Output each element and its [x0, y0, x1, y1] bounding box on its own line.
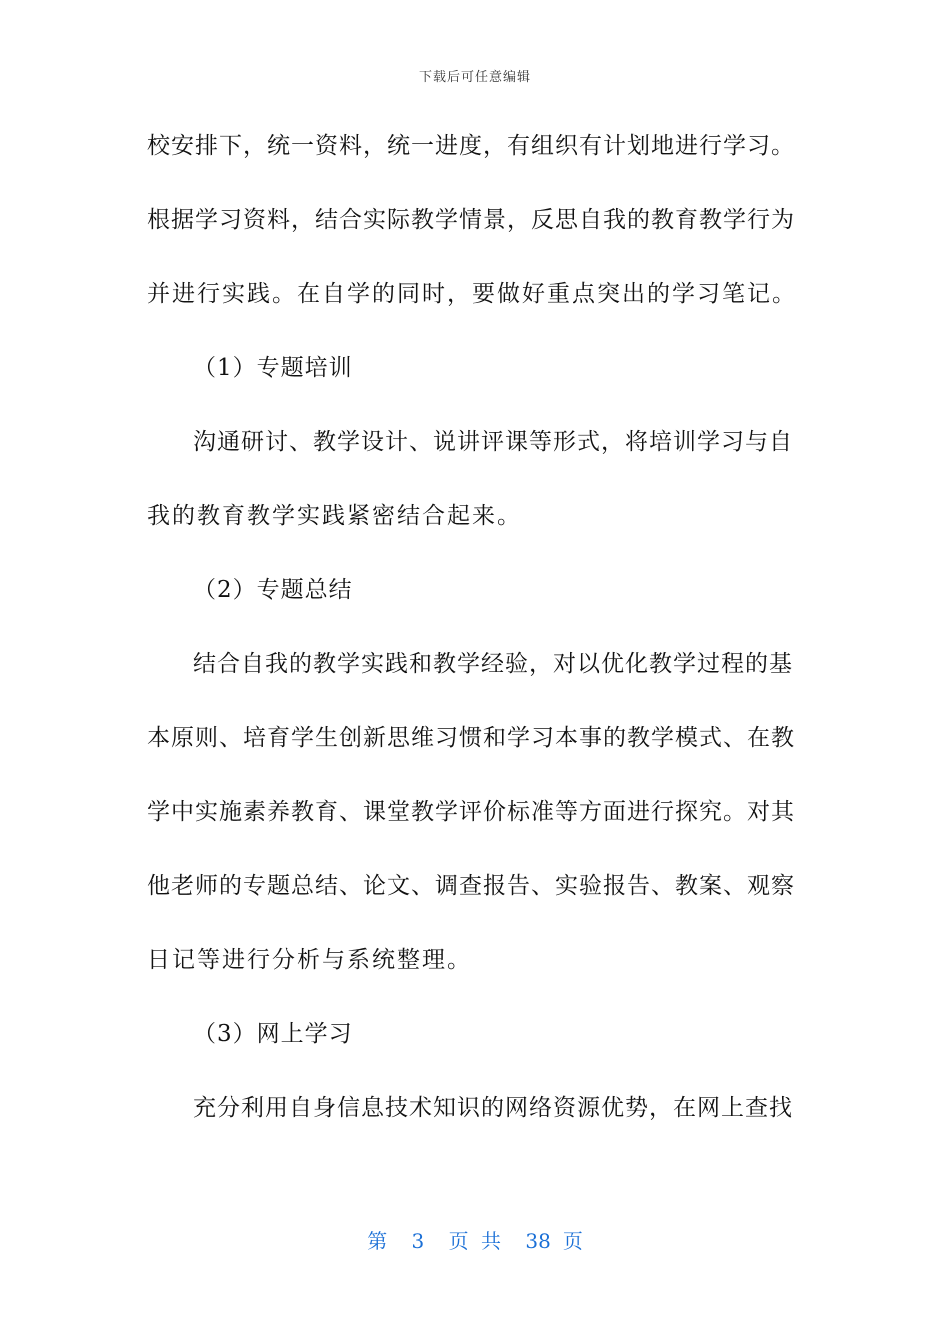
paragraph-line: 我的教育教学实践紧密结合起来。 [147, 503, 522, 529]
paragraph-line: 日记等进行分析与系统整理。 [147, 947, 472, 973]
footer-prefix: 第 [367, 1229, 388, 1253]
section-heading: （2）专题总结 [193, 577, 353, 603]
document-body [147, 120, 797, 1156]
page-footer [0, 1225, 950, 1254]
paragraph-line: 学中实施素养教育、课堂教学评价标准等方面进行探究。对其 [147, 799, 795, 825]
header-note: 下载后可任意编辑 [418, 70, 531, 85]
section-heading: （3）网上学习 [193, 1021, 353, 1047]
paragraph-line: 他老师的专题总结、论文、调查报告、实验报告、教案、观察 [147, 873, 795, 899]
footer-page-number: 3 [411, 1229, 425, 1253]
paragraph-line: 并进行实践。在自学的同时，要做好重点突出的学习笔记。 [147, 281, 797, 307]
paragraph-line: 校安排下，统一资料，统一进度，有组织有计划地进行学习。 [147, 133, 795, 159]
footer-middle: 页 共 [448, 1229, 501, 1253]
paragraph-line: 根据学习资料，结合实际教学情景，反思自我的教育教学行为 [147, 207, 795, 233]
paragraph-line: 充分利用自身信息技术知识的网络资源优势，在网上查找 [193, 1095, 793, 1121]
paragraph-line: 结合自我的教学实践和教学经验，对以优化教学过程的基 [193, 651, 793, 677]
paragraph-line: 沟通研讨、教学设计、说讲评课等形式，将培训学习与自 [193, 429, 793, 455]
section-heading: （1）专题培训 [193, 355, 353, 381]
footer-suffix: 页 [562, 1229, 583, 1253]
footer-total-pages: 38 [525, 1229, 551, 1253]
paragraph-line: 本原则、培育学生创新思维习惯和学习本事的教学模式、在教 [147, 725, 795, 751]
